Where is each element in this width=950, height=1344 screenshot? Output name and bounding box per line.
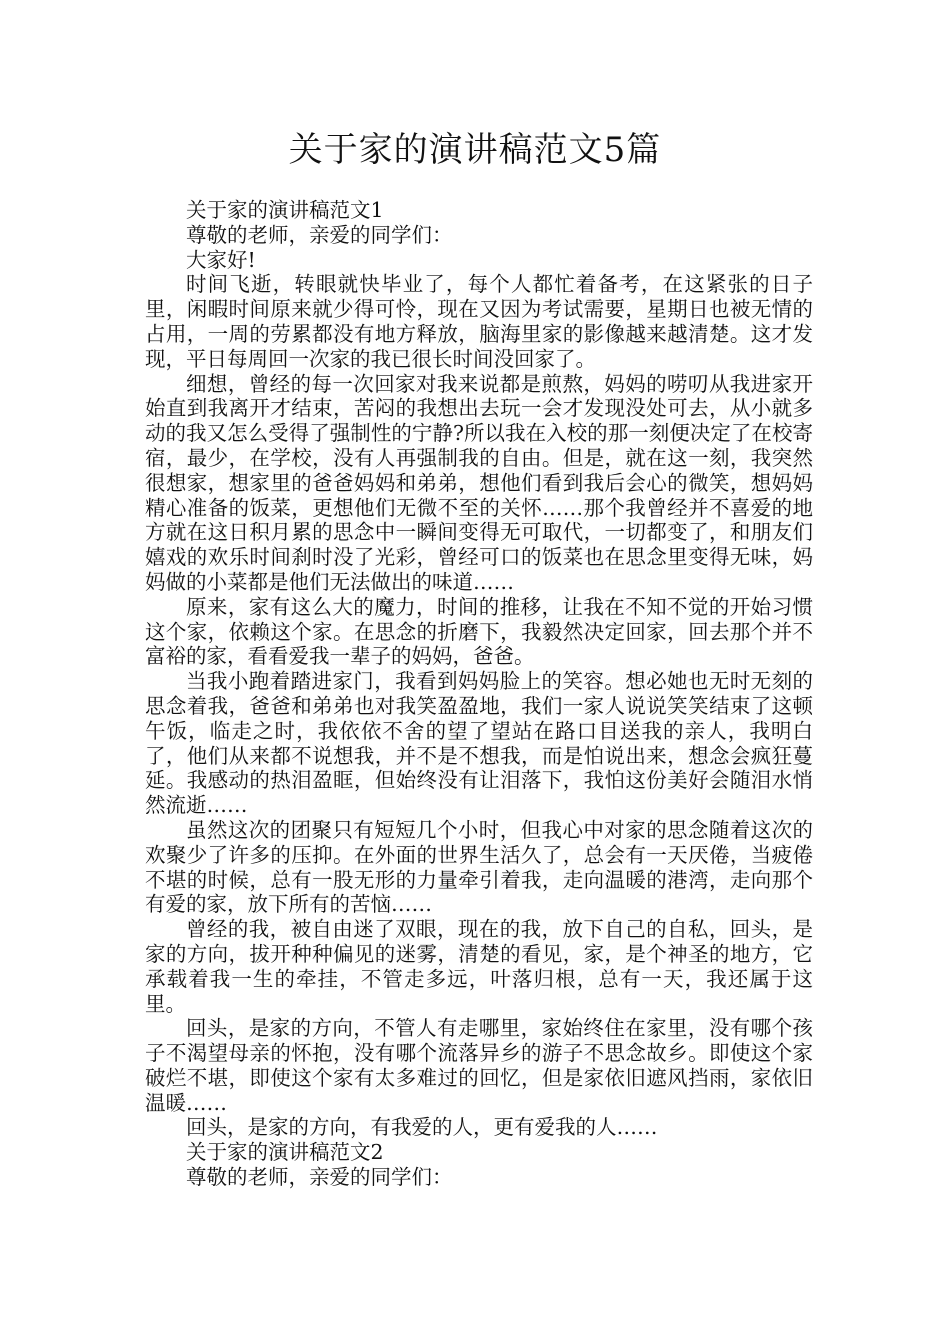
paragraph: 细想，曾经的每一次回家对我来说都是煎熬，妈妈的唠叨从我进家开始直到我离开才结束，苦闷的我想出去玩一会才发现没处可去，从小就多动的我又怎么受得了强制性的宁静?所以我在入校的那一刻便决定了在校寄宿，最少，在学校，没有人再强制我的自由。但是，就在这一刻，我突然很想家，想家里的爸爸妈妈和弟弟，想他们看到我后会心的微笑，想妈妈精心准备的饭菜，更想他们无微不至的关怀……那个我曾经并不喜爱的地方就在这日积月累的思念中一瞬间变得无可取代，一切都变了，和朋友们嬉戏的欢乐时间刹时没了光彩，曾经可口的饭菜也在思念里变得无味，妈妈做的小菜都是他们无法做出的味道…… — [145, 371, 813, 594]
paragraph-salutation: 尊敬的老师，亲爱的同学们： — [186, 222, 453, 247]
paragraph: 回头，是家的方向，不管人有走哪里，家始终住在家里，没有哪个孩子不渴望母亲的怀抱，没有哪个流落异乡的游子不思念故乡。即使这个家破烂不堪，即使这个家有太多难过的回忆，但是家依旧遮风挡雨，家依旧温暖…… — [145, 1016, 813, 1115]
paragraph-salutation-2: 尊敬的老师，亲爱的同学们： — [186, 1165, 453, 1190]
paragraph-heading-2: 关于家的演讲稿范文2 — [186, 1140, 384, 1165]
paragraph: 回头，是家的方向，有我爱的人，更有爱我的人…… — [186, 1115, 658, 1140]
paragraph: 原来，家有这么大的魔力，时间的推移，让我在不知不觉的开始习惯这个家，依赖这个家。在思念的折磨下，我毅然决定回家，回去那个并不富裕的家，看看爱我一辈子的妈妈，爸爸。 — [145, 594, 813, 669]
paragraph: 虽然这次的团聚只有短短几个小时，但我心中对家的思念随着这次的欢聚少了许多的压抑。在外面的世界生活久了，总会有一天厌倦，当疲倦不堪的时候，总有一股无形的力量牵引着我，走向温暖的港湾，走向那个有爱的家，放下所有的苦恼…… — [145, 817, 813, 917]
paragraph: 时间飞逝，转眼就快毕业了，每个人都忙着备考，在这紧张的日子里，闲暇时间原来就少得可怜，现在又因为考试需要，星期日也被无情的占用，一周的劳累都没有地方释放，脑海里家的影像越来越清楚。这才发现，平日每周回一次家的我已很长时间没回家了。 — [145, 272, 813, 371]
paragraph-greeting: 大家好! — [186, 247, 256, 272]
paragraph-heading-1: 关于家的演讲稿范文1 — [186, 198, 384, 222]
document-title: 关于家的演讲稿范文5篇 — [288, 130, 662, 170]
document-body — [145, 198, 813, 1190]
paragraph: 曾经的我，被自由迷了双眼，现在的我，放下自己的自私，回头，是家的方向，拔开种种偏见的迷雾，清楚的看见，家，是个神圣的地方，它承载着我一生的牵挂，不管走多远，叶落归根，总有一天，我还属于这里。 — [145, 917, 813, 1016]
paragraph: 当我小跑着踏进家门，我看到妈妈脸上的笑容。想必她也无时无刻的思念着我，爸爸和弟弟也对我笑盈盈地，我们一家人说说笑笑结束了这顿午饭，临走之时，我依依不舍的望了望站在路口目送我的亲人，我明白了，他们从来都不说想我，并不是不想我，而是怕说出来，想念会疯狂蔓延。我感动的热泪盈眶，但始终没有让泪落下，我怕这份美好会随泪水悄然流逝…… — [145, 669, 813, 818]
